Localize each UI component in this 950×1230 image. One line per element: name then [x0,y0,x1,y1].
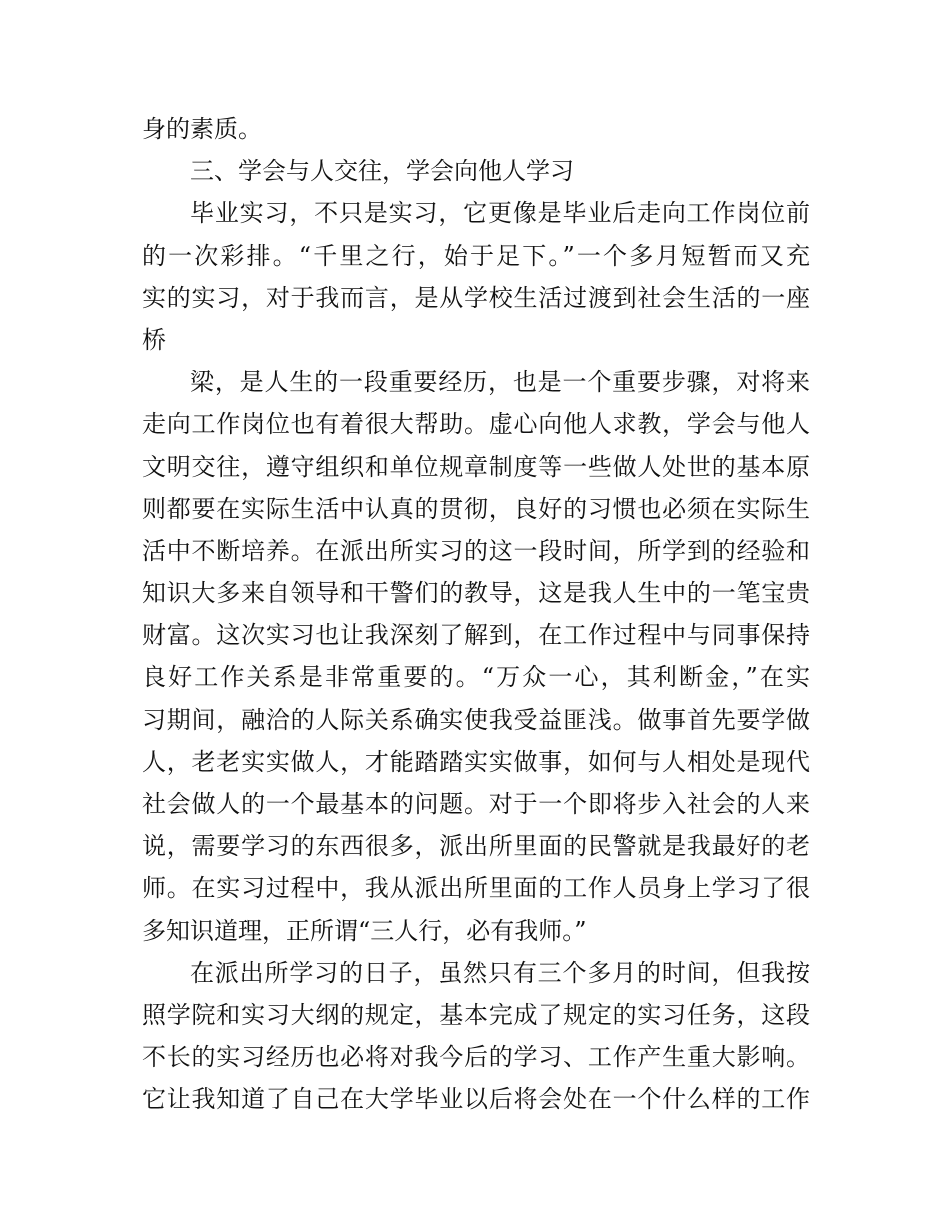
text-line: 桥 [142,325,166,354]
text-line: 身的素质。 [142,115,262,143]
text-line: 说，需要学习的东西很多，派出所里面的民警就是我最好的老 [142,832,810,861]
text-line: 不长的实习经历也必将对我今后的学习、工作产生重大影响。 [142,1043,810,1072]
text-line: 文明交往，遵守组织和单位规章制度等一些做人处世的基本原 [142,452,810,481]
text-line: 它让我知道了自己在大学毕业以后将会处在一个什么样的工作 [142,1085,810,1114]
text-line: 的一次彩排。“千里之行，始于足下。”一个多月短暂而又充 [142,241,810,270]
text-line: 梁，是人生的一段重要经历，也是一个重要步骤，对将来 [190,368,810,397]
text-line: 走向工作岗位也有着很大帮助。虚心向他人求教，学会与他人 [142,410,810,439]
text-line: 师。在实习过程中，我从派出所里面的工作人员身上学习了很 [142,874,810,903]
text-line: 社会做人的一个最基本的问题。对于一个即将步入社会的人来 [142,790,810,818]
text-line: 多知识道理，正所谓“三人行，必有我师。” [142,916,587,945]
text-line: 则都要在实际生活中认真的贯彻，良好的习惯也必须在实际生 [142,494,810,523]
document-body [142,108,810,1121]
text-line: 财富。这次实习也让我深刻了解到，在工作过程中与同事保持 [142,621,810,650]
text-line: 人，老老实实做人，才能踏踏实实做事，如何与人相处是现代 [142,747,810,776]
text-line: 实的实习，对于我而言，是从学校生活过渡到社会生活的一座 [142,283,810,312]
text-line: 照学院和实习大纲的规定，基本完成了规定的实习任务，这段 [142,1000,810,1029]
section-heading: 三、学会与人交往，学会向他人学习 [190,157,574,186]
text-line: 知识大多来自领导和干警们的教导，这是我人生中的一笔宝贵 [142,579,810,608]
text-line: 在派出所学习的日子，虽然只有三个多月的时间，但我按 [190,958,810,987]
text-line: 活中不断培养。在派出所实习的这一段时间，所学到的经验和 [142,536,810,565]
text-line: 习期间，融洽的人际关系确实使我受益匪浅。做事首先要学做 [142,705,810,734]
text-line: 良好工作关系是非常重要的。“万众一心，其利断金，”在实 [142,663,810,692]
text-line: 毕业实习，不只是实习，它更像是毕业后走向工作岗位前 [190,199,810,228]
